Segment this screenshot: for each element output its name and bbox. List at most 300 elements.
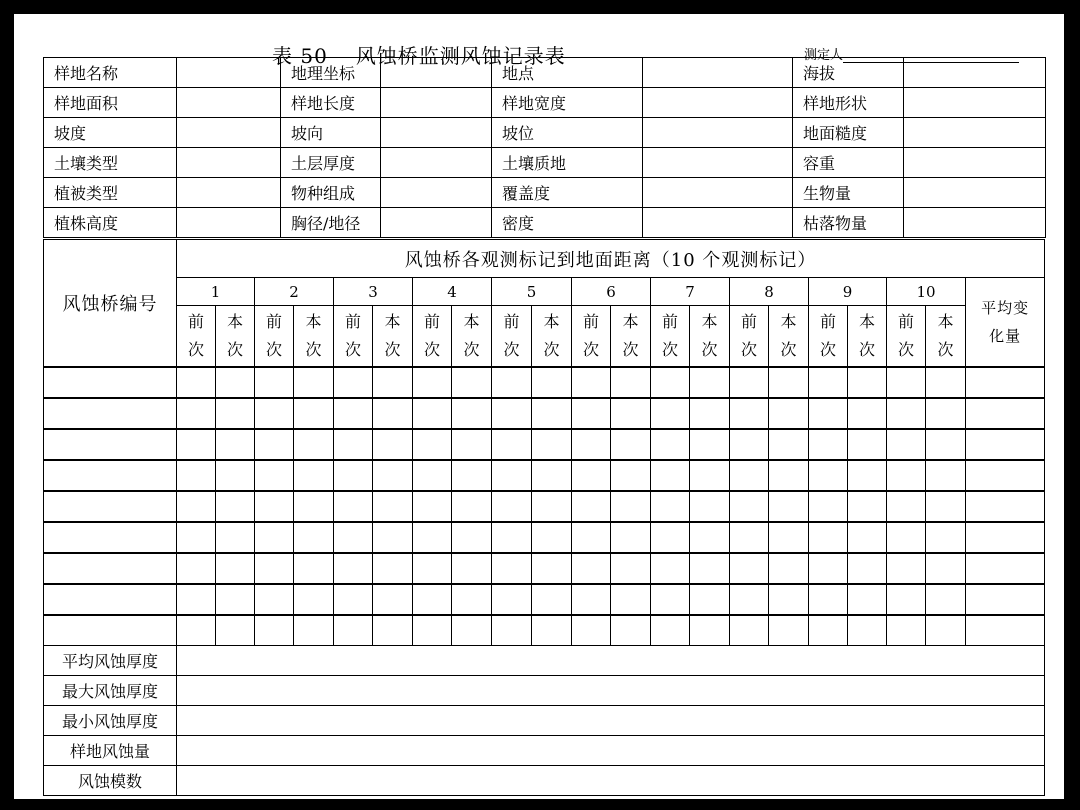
- data-cell[interactable]: [334, 460, 373, 491]
- data-cell[interactable]: [572, 553, 611, 584]
- data-cell[interactable]: [216, 522, 255, 553]
- header-char: 前: [265, 312, 282, 331]
- data-cell[interactable]: [216, 615, 255, 646]
- bridge-id-cell[interactable]: [44, 429, 177, 460]
- data-cell[interactable]: [177, 429, 216, 460]
- info-label: 生物量: [793, 178, 904, 208]
- data-cell[interactable]: [611, 398, 651, 429]
- data-cell[interactable]: [334, 615, 373, 646]
- data-cell[interactable]: [413, 367, 452, 398]
- data-cell[interactable]: [809, 553, 848, 584]
- data-row: [44, 584, 1045, 615]
- current-reading-header: [532, 306, 572, 368]
- data-cell[interactable]: [373, 491, 413, 522]
- data-cell[interactable]: [177, 522, 216, 553]
- header-char: 前: [344, 312, 361, 331]
- data-cell[interactable]: [611, 522, 651, 553]
- data-cell[interactable]: [611, 367, 651, 398]
- data-cell[interactable]: [255, 367, 294, 398]
- data-cell[interactable]: [294, 398, 334, 429]
- data-cell[interactable]: [373, 460, 413, 491]
- data-cell[interactable]: [769, 460, 809, 491]
- data-cell[interactable]: [452, 491, 492, 522]
- data-cell[interactable]: [334, 553, 373, 584]
- marker-number: 1: [177, 278, 255, 306]
- data-cell[interactable]: [294, 491, 334, 522]
- info-row: [44, 208, 1046, 238]
- observation-table: [43, 239, 1045, 796]
- info-label: 样地名称: [44, 58, 177, 88]
- info-row: [44, 58, 1046, 88]
- info-value-cell[interactable]: [177, 178, 281, 208]
- data-cell[interactable]: [413, 398, 452, 429]
- data-cell[interactable]: [334, 367, 373, 398]
- obs-header-row: [44, 240, 1045, 278]
- current-reading-header: [690, 306, 730, 368]
- data-cell[interactable]: [966, 460, 1045, 491]
- info-value-cell[interactable]: [904, 88, 1046, 118]
- data-cell[interactable]: [216, 429, 255, 460]
- data-cell[interactable]: [809, 398, 848, 429]
- data-cell[interactable]: [255, 398, 294, 429]
- info-value-cell[interactable]: [381, 88, 492, 118]
- data-cell[interactable]: [651, 584, 690, 615]
- data-cell[interactable]: [926, 615, 966, 646]
- info-label: 密度: [492, 208, 643, 238]
- data-cell[interactable]: [966, 398, 1045, 429]
- data-cell[interactable]: [572, 460, 611, 491]
- data-cell[interactable]: [651, 460, 690, 491]
- header-char: 次: [897, 340, 914, 359]
- data-cell[interactable]: [887, 584, 926, 615]
- data-cell[interactable]: [572, 429, 611, 460]
- header-char: 次: [937, 340, 954, 359]
- data-cell[interactable]: [730, 615, 769, 646]
- data-cell[interactable]: [848, 367, 887, 398]
- data-cell[interactable]: [926, 398, 966, 429]
- data-cell[interactable]: [730, 398, 769, 429]
- data-cell[interactable]: [532, 522, 572, 553]
- data-cell[interactable]: [809, 429, 848, 460]
- data-cell[interactable]: [373, 398, 413, 429]
- data-cell[interactable]: [730, 584, 769, 615]
- data-cell[interactable]: [651, 553, 690, 584]
- data-cell[interactable]: [334, 584, 373, 615]
- info-value-cell[interactable]: [177, 88, 281, 118]
- summary-value-cell[interactable]: [177, 736, 1045, 766]
- data-cell[interactable]: [294, 429, 334, 460]
- data-cell[interactable]: [966, 491, 1045, 522]
- data-cell[interactable]: [611, 460, 651, 491]
- data-cell[interactable]: [452, 460, 492, 491]
- data-cell[interactable]: [373, 367, 413, 398]
- data-cell[interactable]: [651, 615, 690, 646]
- info-label: 土壤类型: [44, 148, 177, 178]
- info-value-cell[interactable]: [643, 208, 793, 238]
- data-row: [44, 491, 1045, 522]
- data-cell[interactable]: [255, 584, 294, 615]
- data-cell[interactable]: [848, 398, 887, 429]
- data-cell[interactable]: [177, 460, 216, 491]
- data-cell[interactable]: [216, 367, 255, 398]
- data-cell[interactable]: [690, 522, 730, 553]
- info-label: 地理坐标: [281, 58, 381, 88]
- header-char: 次: [858, 340, 875, 359]
- data-cell[interactable]: [887, 615, 926, 646]
- marker-number: 3: [334, 278, 413, 306]
- marker-number-row: [44, 278, 1045, 306]
- data-cell[interactable]: [730, 429, 769, 460]
- info-value-cell[interactable]: [381, 178, 492, 208]
- info-label: 地面糙度: [793, 118, 904, 148]
- data-cell[interactable]: [413, 460, 452, 491]
- data-cell[interactable]: [452, 522, 492, 553]
- previous-reading-header: [334, 306, 373, 368]
- data-cell[interactable]: [690, 429, 730, 460]
- data-cell[interactable]: [730, 522, 769, 553]
- header-char: 次: [701, 340, 718, 359]
- data-cell[interactable]: [769, 367, 809, 398]
- header-char: 本: [622, 312, 639, 331]
- header-char: 前: [740, 312, 757, 331]
- header-char: 本: [463, 312, 480, 331]
- data-cell[interactable]: [255, 429, 294, 460]
- data-cell[interactable]: [769, 553, 809, 584]
- prev-curr-row: [44, 306, 1045, 368]
- avg-change-header: [966, 278, 1045, 368]
- data-row: [44, 367, 1045, 398]
- data-cell[interactable]: [926, 367, 966, 398]
- data-cell[interactable]: [413, 491, 452, 522]
- data-cell[interactable]: [809, 522, 848, 553]
- previous-reading-header: [572, 306, 611, 368]
- data-cell[interactable]: [966, 367, 1045, 398]
- data-cell[interactable]: [294, 615, 334, 646]
- data-cell[interactable]: [413, 584, 452, 615]
- info-value-cell[interactable]: [177, 58, 281, 88]
- data-cell[interactable]: [651, 398, 690, 429]
- bridge-id-cell[interactable]: [44, 398, 177, 429]
- data-cell[interactable]: [334, 398, 373, 429]
- info-label: 土壤质地: [492, 148, 643, 178]
- data-cell[interactable]: [334, 491, 373, 522]
- data-cell[interactable]: [177, 584, 216, 615]
- data-cell[interactable]: [177, 367, 216, 398]
- info-value-cell[interactable]: [381, 58, 492, 88]
- data-cell[interactable]: [413, 429, 452, 460]
- summary-value-cell[interactable]: [177, 676, 1045, 706]
- header-char: 次: [503, 340, 520, 359]
- data-cell[interactable]: [492, 429, 532, 460]
- info-value-cell[interactable]: [381, 148, 492, 178]
- info-value-cell[interactable]: [904, 178, 1046, 208]
- current-reading-header: [216, 306, 255, 368]
- data-cell[interactable]: [373, 553, 413, 584]
- data-cell[interactable]: [572, 522, 611, 553]
- data-cell[interactable]: [651, 522, 690, 553]
- data-cell[interactable]: [966, 584, 1045, 615]
- data-cell[interactable]: [532, 429, 572, 460]
- data-cell[interactable]: [216, 460, 255, 491]
- header-char: 前: [661, 312, 678, 331]
- data-cell[interactable]: [255, 491, 294, 522]
- data-cell[interactable]: [413, 522, 452, 553]
- summary-value-cell[interactable]: [177, 706, 1045, 736]
- header-char: 本: [937, 312, 954, 331]
- header-char: 前: [423, 312, 440, 331]
- info-label: 土层厚度: [281, 148, 381, 178]
- data-cell[interactable]: [413, 553, 452, 584]
- data-cell[interactable]: [452, 615, 492, 646]
- data-cell[interactable]: [572, 584, 611, 615]
- info-value-cell[interactable]: [904, 148, 1046, 178]
- bridge-id-cell[interactable]: [44, 615, 177, 646]
- data-cell[interactable]: [966, 522, 1045, 553]
- table-name: 风蚀桥监测风蚀记录表: [355, 44, 566, 68]
- data-cell[interactable]: [452, 398, 492, 429]
- data-cell[interactable]: [452, 367, 492, 398]
- data-cell[interactable]: [887, 429, 926, 460]
- data-cell[interactable]: [532, 615, 572, 646]
- data-cell[interactable]: [887, 491, 926, 522]
- data-cell[interactable]: [730, 460, 769, 491]
- data-cell[interactable]: [926, 553, 966, 584]
- marker-number: 4: [413, 278, 492, 306]
- data-cell[interactable]: [294, 460, 334, 491]
- header-char: 前: [503, 312, 520, 331]
- data-cell[interactable]: [452, 429, 492, 460]
- data-cell[interactable]: [611, 584, 651, 615]
- data-cell[interactable]: [216, 584, 255, 615]
- data-cell[interactable]: [532, 584, 572, 615]
- info-label: 坡度: [44, 118, 177, 148]
- avg-change-label: 化量: [989, 327, 1022, 345]
- data-cell[interactable]: [572, 367, 611, 398]
- data-cell[interactable]: [492, 584, 532, 615]
- data-cell[interactable]: [690, 367, 730, 398]
- header-char: 次: [344, 340, 361, 359]
- data-cell[interactable]: [809, 367, 848, 398]
- data-cell[interactable]: [926, 584, 966, 615]
- summary-label: 风蚀模数: [44, 766, 177, 796]
- previous-reading-header: [413, 306, 452, 368]
- header-char: 次: [622, 340, 639, 359]
- data-cell[interactable]: [887, 367, 926, 398]
- marker-number: 10: [887, 278, 966, 306]
- info-value-cell[interactable]: [177, 208, 281, 238]
- data-cell[interactable]: [294, 584, 334, 615]
- summary-value-cell[interactable]: [177, 646, 1045, 676]
- data-cell[interactable]: [492, 522, 532, 553]
- data-cell[interactable]: [769, 584, 809, 615]
- data-cell[interactable]: [966, 429, 1045, 460]
- data-cell[interactable]: [177, 398, 216, 429]
- data-cell[interactable]: [769, 429, 809, 460]
- data-row: [44, 398, 1045, 429]
- bridge-id-cell[interactable]: [44, 584, 177, 615]
- data-cell[interactable]: [373, 522, 413, 553]
- info-value-cell[interactable]: [177, 148, 281, 178]
- info-value-cell[interactable]: [177, 118, 281, 148]
- bridge-id-cell[interactable]: [44, 367, 177, 398]
- data-cell[interactable]: [730, 367, 769, 398]
- data-cell[interactable]: [255, 460, 294, 491]
- data-cell[interactable]: [373, 429, 413, 460]
- data-cell[interactable]: [255, 553, 294, 584]
- info-value-cell[interactable]: [904, 58, 1046, 88]
- data-cell[interactable]: [492, 615, 532, 646]
- data-cell[interactable]: [690, 615, 730, 646]
- data-cell[interactable]: [887, 553, 926, 584]
- data-cell[interactable]: [492, 460, 532, 491]
- data-cell[interactable]: [452, 553, 492, 584]
- summary-value-cell[interactable]: [177, 766, 1045, 796]
- data-cell[interactable]: [373, 615, 413, 646]
- data-cell[interactable]: [216, 553, 255, 584]
- current-reading-header: [926, 306, 966, 368]
- data-cell[interactable]: [809, 491, 848, 522]
- data-cell[interactable]: [769, 522, 809, 553]
- data-cell[interactable]: [572, 615, 611, 646]
- site-info-table: [43, 57, 1046, 238]
- current-reading-header: [611, 306, 651, 368]
- data-cell[interactable]: [769, 615, 809, 646]
- data-cell[interactable]: [887, 398, 926, 429]
- previous-reading-header: [651, 306, 690, 368]
- info-value-cell[interactable]: [381, 118, 492, 148]
- data-cell[interactable]: [532, 367, 572, 398]
- data-cell[interactable]: [532, 460, 572, 491]
- data-cell[interactable]: [848, 615, 887, 646]
- data-cell[interactable]: [492, 491, 532, 522]
- bridge-id-cell[interactable]: [44, 522, 177, 553]
- info-label: 样地面积: [44, 88, 177, 118]
- info-value-cell[interactable]: [643, 58, 793, 88]
- info-row: [44, 118, 1046, 148]
- bridge-id-cell[interactable]: [44, 553, 177, 584]
- data-cell[interactable]: [413, 615, 452, 646]
- table-number: 表 50: [272, 44, 328, 68]
- data-cell[interactable]: [848, 429, 887, 460]
- current-reading-header: [452, 306, 492, 368]
- bridge-id-cell[interactable]: [44, 491, 177, 522]
- info-value-cell[interactable]: [643, 148, 793, 178]
- header-char: 次: [740, 340, 757, 359]
- data-cell[interactable]: [492, 367, 532, 398]
- header-char: 次: [819, 340, 836, 359]
- info-label: 植被类型: [44, 178, 177, 208]
- data-row: [44, 429, 1045, 460]
- data-cell[interactable]: [492, 398, 532, 429]
- data-cell[interactable]: [690, 584, 730, 615]
- data-cell[interactable]: [294, 367, 334, 398]
- data-cell[interactable]: [177, 553, 216, 584]
- data-cell[interactable]: [926, 522, 966, 553]
- data-cell[interactable]: [492, 553, 532, 584]
- data-cell[interactable]: [809, 615, 848, 646]
- data-cell[interactable]: [926, 460, 966, 491]
- info-label: 枯落物量: [793, 208, 904, 238]
- data-cell[interactable]: [572, 491, 611, 522]
- data-cell[interactable]: [532, 398, 572, 429]
- data-cell[interactable]: [452, 584, 492, 615]
- summary-label: 样地风蚀量: [44, 736, 177, 766]
- data-cell[interactable]: [848, 584, 887, 615]
- data-cell[interactable]: [887, 460, 926, 491]
- data-cell[interactable]: [294, 553, 334, 584]
- header-char: 前: [897, 312, 914, 331]
- data-cell[interactable]: [611, 429, 651, 460]
- header-char: 本: [384, 312, 401, 331]
- data-cell[interactable]: [532, 553, 572, 584]
- data-cell[interactable]: [255, 615, 294, 646]
- data-cell[interactable]: [651, 429, 690, 460]
- data-cell[interactable]: [966, 615, 1045, 646]
- data-cell[interactable]: [216, 491, 255, 522]
- data-cell[interactable]: [373, 584, 413, 615]
- data-cell[interactable]: [255, 522, 294, 553]
- info-value-cell[interactable]: [904, 208, 1046, 238]
- info-value-cell[interactable]: [643, 88, 793, 118]
- data-cell[interactable]: [926, 429, 966, 460]
- data-row: [44, 615, 1045, 646]
- current-reading-header: [769, 306, 809, 368]
- marker-number: 9: [809, 278, 887, 306]
- info-label: 样地形状: [793, 88, 904, 118]
- data-cell[interactable]: [532, 491, 572, 522]
- data-cell[interactable]: [611, 491, 651, 522]
- data-cell[interactable]: [848, 491, 887, 522]
- data-cell[interactable]: [769, 491, 809, 522]
- data-cell[interactable]: [334, 522, 373, 553]
- data-cell[interactable]: [690, 491, 730, 522]
- data-cell[interactable]: [216, 398, 255, 429]
- data-cell[interactable]: [848, 522, 887, 553]
- previous-reading-header: [809, 306, 848, 368]
- data-cell[interactable]: [572, 398, 611, 429]
- info-value-cell[interactable]: [381, 208, 492, 238]
- data-cell[interactable]: [887, 522, 926, 553]
- data-cell[interactable]: [611, 615, 651, 646]
- data-cell[interactable]: [294, 522, 334, 553]
- data-cell[interactable]: [334, 429, 373, 460]
- data-cell[interactable]: [809, 460, 848, 491]
- data-cell[interactable]: [848, 553, 887, 584]
- data-cell[interactable]: [177, 491, 216, 522]
- bridge-id-cell[interactable]: [44, 460, 177, 491]
- header-char: 次: [305, 340, 322, 359]
- data-cell[interactable]: [611, 553, 651, 584]
- data-cell[interactable]: [690, 398, 730, 429]
- marker-number: 8: [730, 278, 809, 306]
- data-cell[interactable]: [690, 553, 730, 584]
- data-cell[interactable]: [730, 553, 769, 584]
- info-value-cell[interactable]: [643, 178, 793, 208]
- info-row: [44, 178, 1046, 208]
- data-cell[interactable]: [730, 491, 769, 522]
- data-cell[interactable]: [809, 584, 848, 615]
- data-cell[interactable]: [651, 367, 690, 398]
- data-cell[interactable]: [966, 553, 1045, 584]
- data-cell[interactable]: [769, 398, 809, 429]
- data-cell[interactable]: [690, 460, 730, 491]
- info-value-cell[interactable]: [904, 118, 1046, 148]
- data-cell[interactable]: [926, 491, 966, 522]
- info-value-cell[interactable]: [643, 118, 793, 148]
- data-cell[interactable]: [177, 615, 216, 646]
- data-cell[interactable]: [848, 460, 887, 491]
- data-cell[interactable]: [651, 491, 690, 522]
